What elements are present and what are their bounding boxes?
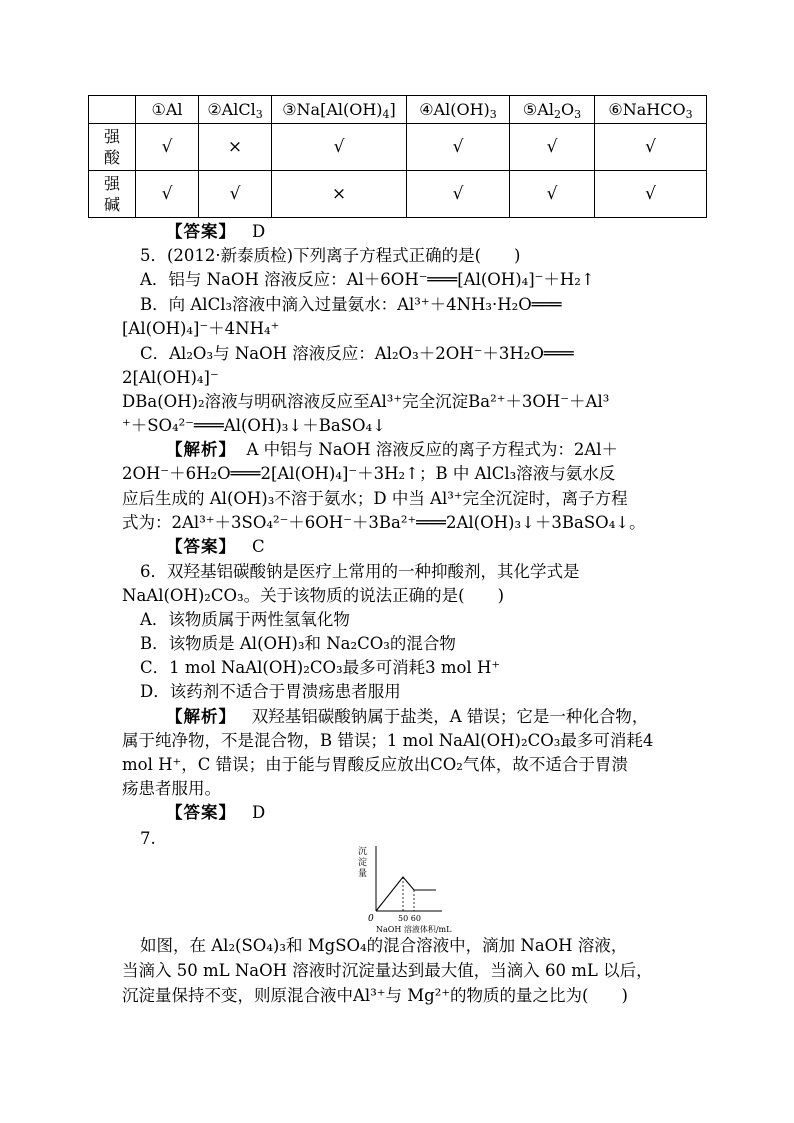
q6-stem-line1: 6．双羟基铝碳酸钠是医疗上常用的一种抑酸剂，其化学式是 xyxy=(140,562,580,581)
q6-stem-line2: NaAl(OH)₂CO₃。关于该物质的说法正确的是( ) xyxy=(122,586,505,605)
table-cell: √ xyxy=(595,171,707,218)
q5-option-a: A．铝与 NaOH 溶液反应：Al＋6OH⁻═══[Al(OH)₄]⁻＋H₂↑ xyxy=(140,270,595,289)
q4-answer-line xyxy=(166,221,265,243)
row-label-strong-base: 强 碱 xyxy=(89,171,136,218)
q6-option-c: C．1 mol NaAl(OH)₂CO₃最多可消耗3 mol H⁺ xyxy=(140,658,501,677)
answer-tag: 【答案】 xyxy=(166,803,236,822)
table-header-cell: $④Al(OH)_3$ xyxy=(407,96,510,124)
table-cell: √ xyxy=(595,124,707,171)
graph-ticks: 50 60 xyxy=(398,914,421,923)
q7-stem-line3: 沉淀量保持不变，则原混合液中Al³⁺与 Mg²⁺的物质的量之比为( ) xyxy=(122,986,628,1005)
q6-answer-line xyxy=(166,802,265,824)
table-cell: × xyxy=(272,171,407,218)
amphoteric-table xyxy=(88,95,707,218)
table-cell: √ xyxy=(136,171,199,218)
graph-curve xyxy=(376,877,436,911)
table-cell: √ xyxy=(407,124,510,171)
answer-value: C xyxy=(252,537,265,556)
table-header-cell: ⑥NaHCO$_3$ xyxy=(595,96,707,124)
answer-tag: 【答案】 xyxy=(166,222,236,241)
q6-explanation-line3: mol H⁺，C 错误；由于能与胃酸反应放出CO₂气体，故不适合于胃溃 xyxy=(122,755,628,774)
q6-explanation-line1: 【解析】 双羟基铝碳酸钠属于盐类，A 错误；它是一种化合物， xyxy=(166,707,649,726)
explanation-tag: 【解析】 xyxy=(166,440,236,459)
q6-explanation-line2: 属于纯净物，不是混合物，B 错误；1 mol NaAl(OH)₂CO₃最多可消耗4 xyxy=(122,731,654,750)
q5-stem: 5．(2012·新泰质检)下列离子方程式正确的是( ) xyxy=(140,246,521,265)
answer-tag: 【答案】 xyxy=(166,537,236,556)
q5-option-d-line1: DBa(OH)₂溶液与明矾溶液反应至Al³⁺完全沉淀Ba²⁺＋3OH⁻＋Al³ xyxy=(122,392,610,411)
table-header-cell: $③Na[Al(OH)_4]$ xyxy=(272,96,407,124)
table-corner-cell xyxy=(89,96,136,124)
q6-option-d: D．该药剂不适合于胃溃疡患者服用 xyxy=(140,682,401,701)
table-header-cell: $⑤Al_2O_3$ xyxy=(510,96,595,124)
table-cell: √ xyxy=(510,171,595,218)
table-row xyxy=(89,124,707,171)
answer-value: D xyxy=(252,803,266,822)
table-cell: √ xyxy=(407,171,510,218)
table-cell: × xyxy=(199,124,272,171)
q6-option-b: B．该物质是 Al(OH)₃和 Na₂CO₃的混合物 xyxy=(140,634,456,653)
table-cell: √ xyxy=(199,171,272,218)
q5-option-c-line2: 2[Al(OH)₄]⁻ xyxy=(122,368,219,387)
q6-option-a: A．该物质属于两性氢氧化物 xyxy=(140,610,350,629)
q5-option-c-line1: C．Al₂O₃与 NaOH 溶液反应：Al₂O₃＋2OH⁻＋3H₂O═══ xyxy=(140,344,574,363)
graph-origin: 0 xyxy=(368,914,374,924)
precipitate-graph xyxy=(356,842,476,934)
q5-explanation-line4: 式为：2Al³⁺＋3SO₄²⁻＋6OH⁻＋3Ba²⁺═══2Al(OH)₃↓＋3BaSO₄↓。 xyxy=(122,513,646,532)
q6-explanation-line4: 疡患者服用。 xyxy=(122,779,221,798)
table-header-row xyxy=(89,96,707,124)
table-row xyxy=(89,171,707,218)
q5-explanation-line1: 【解析】 A 中铝与 NaOH 溶液反应的离子方程式为：2Al＋ xyxy=(166,440,619,459)
table-cell: √ xyxy=(510,124,595,171)
q5-option-d-line2: ⁺＋SO₄²⁻═══Al(OH)₃↓＋BaSO₄↓ xyxy=(122,416,386,435)
graph-ylabel-2: 淀 xyxy=(358,858,368,868)
q7-stem-line1: 如图，在 Al₂(SO₄)₃和 MgSO₄的混合溶液中，滴加 NaOH 溶液， xyxy=(140,936,628,955)
q7-stem-line2: 当滴入 50 mL NaOH 溶液时沉淀量达到最大值，当滴入 60 mL 以后， xyxy=(122,961,653,980)
graph-ylabel-1: 沉 xyxy=(358,847,368,857)
table-cell: √ xyxy=(272,124,407,171)
q5-option-b-line2: [Al(OH)₄]⁻＋4NH₄⁺ xyxy=(122,319,280,338)
table-header-cell: ②AlCl$_3$ xyxy=(199,96,272,124)
explanation-tag: 【解析】 xyxy=(166,707,236,726)
graph-xlabel: NaOH 溶液体积/mL xyxy=(376,925,452,934)
q7-number: 7. xyxy=(140,829,156,848)
q5-option-b-line1: B．向 AlCl₃溶液中滴入过量氨水：Al³⁺＋4NH₃·H₂O═══ xyxy=(140,295,562,314)
row-label-strong-acid: 强 酸 xyxy=(89,124,136,171)
q5-answer-line xyxy=(166,536,265,558)
answer-value: D xyxy=(252,222,266,241)
q5-explanation-line2: 2OH⁻＋6H₂O═══2[Al(OH)₄]⁻＋3H₂↑；B 中 AlCl₃溶液与氨水反 xyxy=(122,464,616,483)
graph-ylabel-3: 量 xyxy=(358,869,368,879)
table-cell: √ xyxy=(136,124,199,171)
q5-explanation-line3: 应后生成的 Al(OH)₃不溶于氨水；D 中当 Al³⁺完全沉淀时，离子方程 xyxy=(122,489,628,508)
table-header-cell: ①Al xyxy=(136,96,199,124)
